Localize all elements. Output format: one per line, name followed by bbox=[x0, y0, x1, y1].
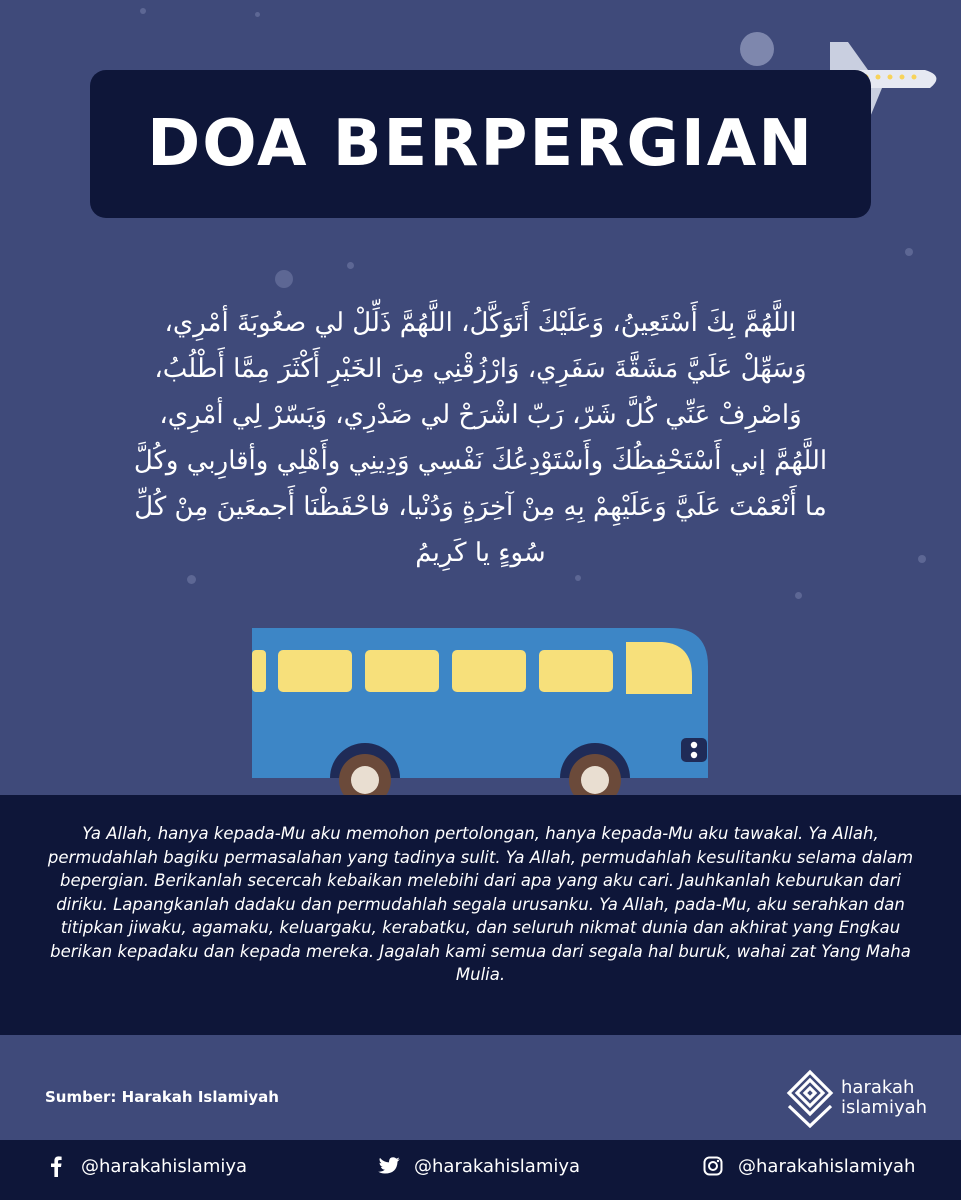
arabic-line: ما أَنْعَمْتَ عَلَيَّ وَعَلَيْهِمْ بِهِ مِنْ آخِرَةٍ وَدُنْيا، فاحْفَظْنَا أَجمعَينَ مِنْ كُلِّ bbox=[134, 492, 827, 522]
star-dot bbox=[255, 12, 260, 17]
arabic-line: سُوءٍ يا كَرِيمُ bbox=[415, 538, 546, 568]
arabic-prayer bbox=[60, 300, 901, 576]
bus-illustration bbox=[240, 620, 740, 810]
source-credit: Sumber: Harakah Islamiyah bbox=[45, 1088, 279, 1106]
instagram-icon bbox=[702, 1155, 724, 1177]
star-dot bbox=[187, 575, 196, 584]
arabic-line: اللَّهُمَّ إني أَسْتَحْفِظُكَ وأَسْتَوْدِعُكَ نَفْسِي وَدِينِي وأَهْلِي وأقارِبي وكُلَّ bbox=[133, 446, 828, 476]
star-dot bbox=[795, 592, 802, 599]
logo-line-1: harakah bbox=[841, 1077, 915, 1098]
arabic-line: وَاصْرِفْ عَنِّي كُلَّ شَرّ، رَبّ اشْرَحْ لي صَدْرِي، وَيَسّرْ لِي أمْرِي، bbox=[159, 400, 802, 430]
instagram-link[interactable] bbox=[702, 1155, 915, 1177]
arabic-line: وَسَهِّلْ عَلَيَّ مَشَقَّةَ سَفَرِي، وَارْزُقْنِي مِنَ الخَيْرِ أَكْثَرَ مِمَّا أَطْلُبُ، bbox=[154, 354, 807, 384]
twitter-link[interactable] bbox=[378, 1155, 580, 1177]
brand-logo bbox=[785, 1068, 927, 1128]
star-dot bbox=[347, 262, 354, 269]
facebook-icon bbox=[45, 1155, 67, 1177]
title-banner bbox=[90, 70, 871, 218]
twitter-handle: @harakahislamiya bbox=[414, 1155, 581, 1177]
star-dot bbox=[275, 270, 293, 288]
kufic-logo-icon bbox=[785, 1068, 835, 1128]
instagram-handle: @harakahislamiyah bbox=[738, 1155, 916, 1177]
twitter-icon bbox=[378, 1155, 400, 1177]
star-dot bbox=[140, 8, 146, 14]
arabic-line: اللَّهُمَّ بِكَ أَسْتَعِينُ، وَعَلَيْكَ أَتَوَكَّلُ، اللَّهُمَّ ذَلِّلْ لي صعُوبَةَ أمْرِي، bbox=[164, 308, 797, 338]
facebook-link[interactable] bbox=[45, 1155, 247, 1177]
translation-text: Ya Allah, hanya kepada-Mu aku memohon pertolongan, hanya kepada-Mu aku tawakal. Ya Allah, permudahlah bagiku permasalahan yang tadinya sulit. Ya Allah, permudahlah kesulitanku selama dalam bepergian. Berikanlah secercah kebaikan melebihi dari apa yang aku cari. Jauhkanlah keburukan dari diriku. Lapangkanlah dadaku dan permudahlah segala urusanku. Ya Allah, pada-Mu, aku serahkan dan titipkan jiwaku, agamaku, keluargaku, kerabatku, dan seluruh nikmat dunia dan akhirat yang Engkau berikan kepadaku dan kepada mereka. Jagalah kami semua dari segala hal buruk, wahai zat Yang Maha Mulia. bbox=[47, 824, 914, 984]
page-title: DOA BERPERGIAN bbox=[147, 107, 814, 181]
star-dot bbox=[918, 555, 926, 563]
star-dot bbox=[905, 248, 913, 256]
facebook-handle: @harakahislamiya bbox=[81, 1155, 248, 1177]
logo-line-2: islamiyah bbox=[841, 1097, 928, 1118]
